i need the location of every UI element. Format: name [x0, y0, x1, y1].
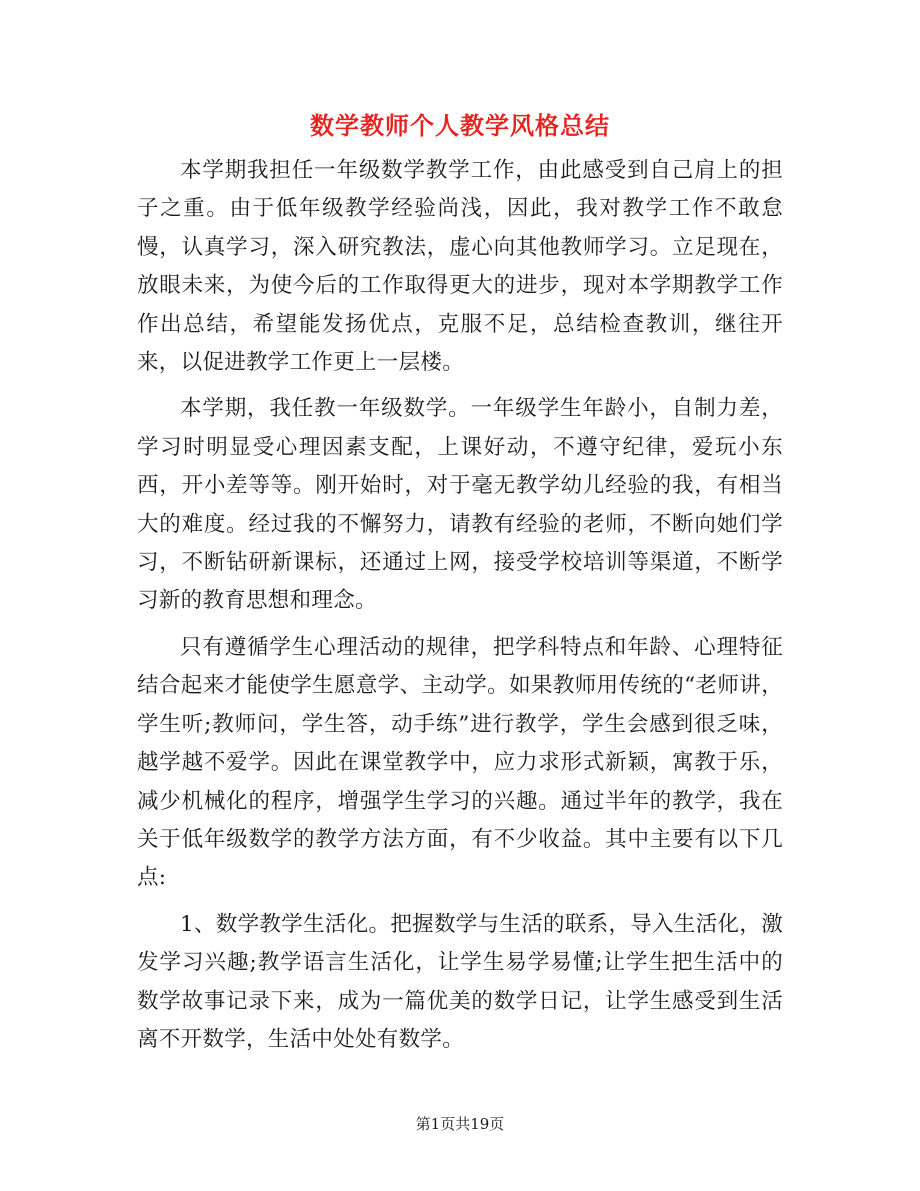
paragraph-point-1: 1、数学教学生活化。把握数学与生活的联系，导入生活化，激发学习兴趣;教学语言生活化，让学生易学易懂;让学生把生活中的数学故事记录下来，成为一篇优美的数学日记，让学生感受到生活离不开数学，生活中处处有数学。 — [137, 911, 783, 1052]
document-title: 数学教师个人教学风格总结 — [310, 111, 610, 140]
page-number: 第1页共19页 — [415, 1115, 505, 1133]
document-body — [137, 152, 783, 1067]
paragraph-students: 本学期，我任教一年级数学。一年级学生年龄小，自制力差，学习时明显受心理因素支配，上课好动，不遵守纪律，爱玩小东西，开小差等等。刚开始时，对于毫无教学幼儿经验的我，有相当大的难度。经过我的不懈努力，请教有经验的老师，不断向她们学习，不断钻研新课标，还通过上网，接受学校培训等渠道，不断学习新的教育思想和理念。 — [137, 396, 783, 614]
paragraph-methods: 只有遵循学生心理活动的规律，把学科特点和年龄、心理特征结合起来才能使学生愿意学、主动学。如果教师用传统的“老师讲，学生听;教师问，学生答，动手练”进行教学，学生会感到很乏味，越学越不爱学。因此在课堂教学中，应力求形式新颖，寓教于乐，减少机械化的程序，增强学生学习的兴趣。通过半年的教学，我在关于低年级数学的教学方法方面，有不少收益。其中主要有以下几点: — [137, 634, 783, 891]
paragraph-intro: 本学期我担任一年级数学教学工作，由此感受到自己肩上的担子之重。由于低年级教学经验尚浅，因此，我对教学工作不敢怠慢，认真学习，深入研究教法，虚心向其他教师学习。立足现在，放眼未来，为使今后的工作取得更大的进步，现对本学期教学工作作出总结，希望能发扬优点，克服不足，总结检查教训，继往开来，以促进教学工作更上一层楼。 — [137, 158, 783, 376]
